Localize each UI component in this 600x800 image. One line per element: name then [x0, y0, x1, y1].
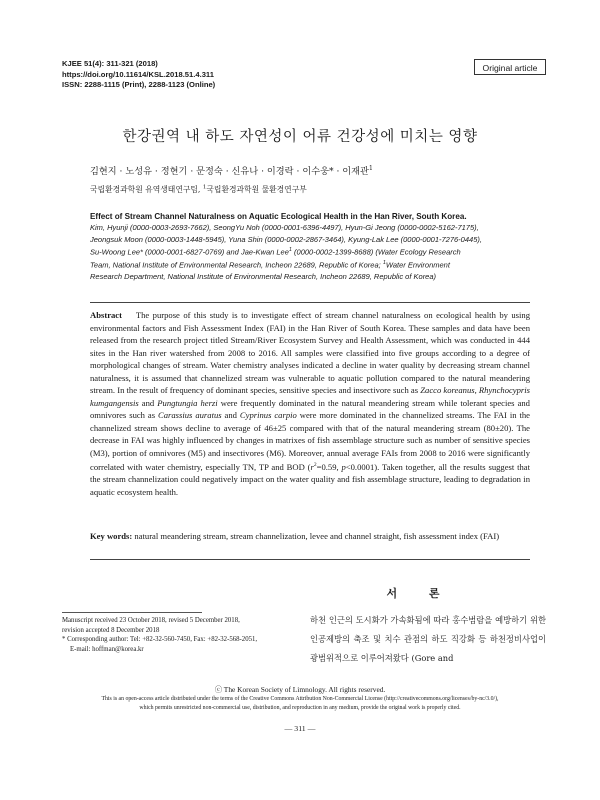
species-rhynchocypris: Rhynchocypris kumgangensis	[90, 385, 530, 408]
keywords-text: natural meandering stream, stream channelization, levee and channel straight, fish assessment index (FAI)	[132, 531, 500, 541]
species-carassius: Carassius auratus	[158, 410, 222, 420]
abstract-stat-1: =0.59,	[316, 461, 342, 472]
keywords	[90, 530, 530, 543]
journal-meta	[62, 59, 215, 91]
footnote-rule	[62, 612, 202, 613]
species-cyprinus: Cyprinus carpio	[239, 410, 297, 420]
korean-title: 한강권역 내 하도 자연성이 어류 건강성에 미치는 영향	[122, 129, 478, 145]
english-affil-line2: Research Department, National Institute of Environmental Research, Incheon 22689, Republic of Korea)	[90, 272, 437, 282]
abstract-bottom-rule	[90, 559, 530, 560]
abstract-label: Abstract	[90, 310, 122, 320]
korean-author-list: 김현지 · 노성유 · 정현기 · 문정숙 · 신유나 · 이경락 · 이수웅* · 이재관	[90, 166, 369, 177]
abstract-sep-3: and	[221, 410, 240, 420]
issn: ISSN: 2288-1115 (Print), 2288-1123 (Online)	[62, 80, 216, 90]
english-affil-sup: 1	[382, 260, 386, 267]
copyright: ⓒ The Korean Society of Limnology. All rights reserved.	[214, 685, 386, 694]
section-body: 하천 인근의 도시화가 가속화됨에 따라 홍수범람을 예방하기 위한 인공제방의 축조 및 치수 관점의 하도 직강화 등 하천정비사업이 광범위적으로 이루어져왔다 (Gore and	[310, 615, 546, 664]
english-title: Effect of Stream Channel Naturalness on Aquatic Ecological Health in the Han River, South Korea.	[90, 212, 467, 221]
species-zacco: Zacco koreanus	[420, 385, 475, 395]
abstract-text-1: The purpose of this study is to investigate effect of stream channel naturalness on ecological health by using environmental factors and Fish Assessment Index (FAI) in the Han River of South Korea. These samples and data have been released from the research project titled Stream/River Ecosystem Survey and Health Assessment, which was conducted in 444 sites in the Han river watershed from 2008 to 2016. All samples were classified into five groups according to a degree of morphological changes of stream. Water chemistry analyses indicated a decline in water quality by decreasing stream channel naturalness, it is assumed that channelized stream was vulnerable to aquatic pollution compared to the natural meandering stream. In the result of frequency of dominant species, sensitive species and insectivore such as	[90, 310, 531, 395]
english-authors-line2: Jeongsuk Moon (0000-0003-1448-5945), Yuna Shin (0000-0002-2867-3464), Kyung-Lak Lee (0000-0001-7276-0445),	[90, 234, 482, 244]
english-affil-line1	[90, 258, 530, 271]
keywords-label: Key words:	[90, 531, 133, 541]
english-affil-line1a: Team, National Institute of Environmental Research, Incheon 22689, Republic of Korea;	[90, 260, 383, 270]
corresponding-author: * Corresponding author: Tel: +82-32-560-7450, Fax: +82-32-568-2051,	[62, 636, 258, 644]
abstract-top-rule	[90, 302, 530, 303]
license-line-1: This is an open-access article distributed under the terms of the Creative Commons Attribution Non-Commercial License (http://creativecommons.org/licenses/by-nc/3.0/),	[101, 696, 499, 702]
license	[20, 695, 580, 712]
author-email[interactable]: E-mail: hoffman@korea.kr	[70, 645, 144, 653]
english-header	[90, 211, 530, 282]
abstract-text-3: were more dominated in the channelized streams. The FAI in the channelized stream shows decline to average of 46±25 compared with that of the natural meandering stream (80±20). The decrease in FAI was highly influenced by changes in matrixes of fish assemblage structure such as number of sensitive species (M3), portion of omnivores (M5) and insectivores (M6). Moreover, annual average FAIs from 2008 to 2016 were significantly correlated with water chemistry, especially TN, TP and BOD (	[90, 410, 530, 472]
stat-r-sup: 2	[313, 462, 317, 468]
abstract-sep-2: and	[138, 397, 158, 408]
article-type-badge: Original article	[474, 59, 546, 75]
license-line-2: which permits unrestricted non-commercial use, distribution, and reproduction in any medium, provide the original work is properly cited.	[139, 704, 461, 711]
english-authors-line1: Kim, Hyunji (0000-0003-2693-7662), SeongYu Noh (0000-0001-6396-4497), Hyun-Gi Jeong (0000-0002-5162-7175),	[90, 223, 479, 233]
korean-affil-b: 국립환경과학원 물환경연구부	[206, 185, 307, 194]
section-heading: 서 론	[386, 587, 454, 600]
page-number: — 311 —	[284, 724, 316, 733]
doi-link[interactable]: https://doi.org/10.11614/KSL.2018.51.4.311	[62, 69, 214, 79]
abstract-text-4: <0.0001). Taken together, all the results suggest that the stream channelization could negatively impact on the water quality and fish assemblage structure, leading to degradation in aquatic ecosystem health.	[90, 461, 530, 497]
species-pungtungia: Pungtungia herzi	[157, 397, 218, 408]
english-authors-line3-sup: 1	[288, 247, 292, 254]
english-authors-line3b: (0000-0002-1399-8688) (Water Ecology Research	[291, 247, 461, 257]
korean-affiliations	[90, 184, 307, 195]
abstract	[90, 309, 530, 498]
korean-author-sup: 1	[368, 164, 373, 172]
abstract-text-2: were frequently dominated in the natural meandering stream while tolerant species and omnivores such as	[90, 397, 530, 420]
korean-authors	[90, 163, 373, 177]
journal-reference: KJEE 51(4): 311-321 (2018)	[62, 59, 158, 68]
manuscript-dates: Manuscript received 23 October 2018, revised 5 December 2018,	[62, 617, 240, 624]
abstract-sep-1: ,	[474, 385, 479, 395]
english-authors-line3a: Su-Woong Lee* (0000-0001-6827-0769) and Jae-Kwan Lee	[90, 247, 289, 257]
manuscript-footnote	[62, 616, 292, 654]
korean-affil-a: 국립환경과학원 유역생태연구팀,	[90, 185, 203, 194]
english-authors-line3	[90, 245, 530, 258]
stat-r: r	[310, 461, 314, 472]
english-affil-line1b: Water Environment	[385, 260, 450, 270]
manuscript-accepted: revision accepted 8 December 2018	[62, 626, 160, 634]
korean-affil-sup: 1	[202, 184, 207, 191]
stat-p: p	[341, 461, 346, 472]
